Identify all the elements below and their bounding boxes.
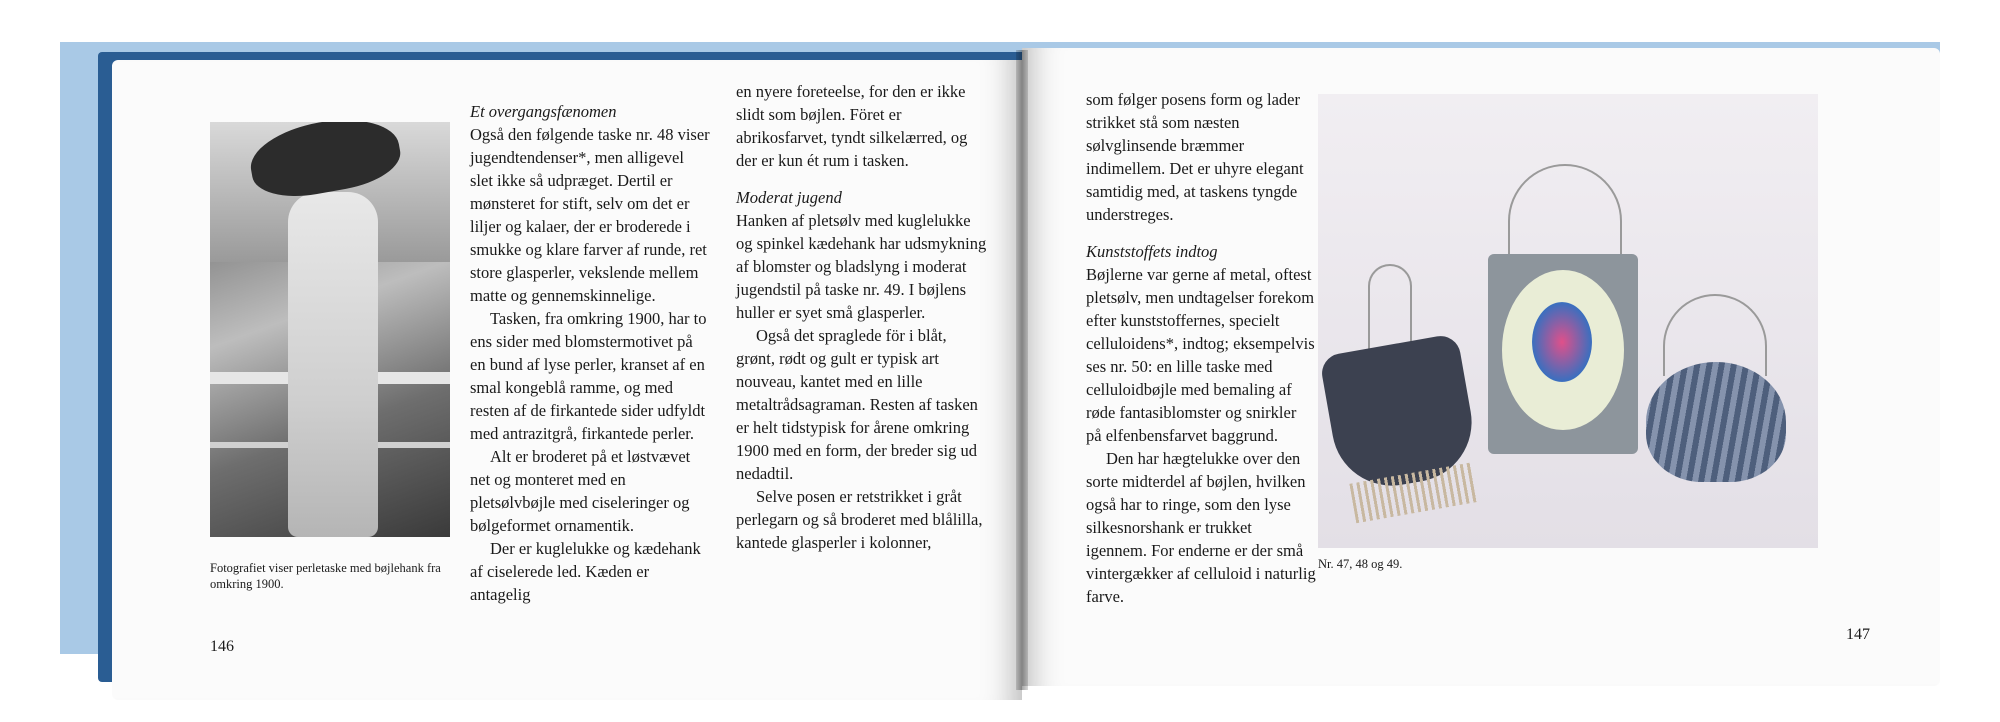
section-heading: Kunststoffets indtog — [1086, 242, 1218, 261]
beaded-bags-photo — [1318, 94, 1818, 548]
paragraph: som følger posens form og lader strikket stå som næsten sølvglinsende bræmmer indimellem. Det er uhyre elegant samtidig med, at taskens tyngde understreges. — [1086, 90, 1304, 224]
paragraph: Tasken, fra omkring 1900, har to ens sider med blomstermotivet på en bund af lyse perler, kranset af en smal kongeblå ramme, og med resten af de firkantede sider udfyldt med antrazitgrå, firkantede perler. — [470, 309, 707, 443]
beaded-bag-blue — [1646, 362, 1786, 482]
paragraph: Også den følgende taske nr. 48 viser jugendtendenser*, men alligevel slet ikke så udpræget. Dertil er mønsteret for stift, selv om det er liljer og kalaer, der er broderede i smukke og klare farver af runde, ret store glasperler, vekslende mellem matte og gennemskinnelige. — [470, 125, 710, 305]
text-column-1 — [470, 100, 710, 606]
text-column-3 — [1086, 88, 1316, 608]
paragraph: Hanken af pletsølv med kuglelukke og spinkel kædehank har udsmykning af blomster og bladslyng i moderat jugendstil på taske nr. 49. I bøjlens huller er syet små glasperler. — [736, 211, 987, 322]
photo-caption-right: Nr. 47, 48 og 49. — [1318, 557, 1403, 571]
paragraph: Alt er broderet på et løstvævet net og monteret med en pletsølvbøjle med ciseleringer og bølgeformet ornamentik. — [470, 447, 691, 535]
paragraph: Den har hægtelukke over den sorte midterdel af bøjlen, hvilken også har to ringe, som den lyse silkesnorshank er trukket igennem. For enderne er der små vintergækker af celluloid i naturlig farve. — [1086, 449, 1316, 606]
paragraph: Selve posen er retstrikket i gråt perlegarn og så broderet med blålilla, kantede glasperler i kolonner, — [736, 487, 983, 552]
paragraph: Der er kuglelukke og kædehank af ciselerede led. Kæden er antagelig — [470, 539, 701, 604]
section-heading: Moderat jugend — [736, 188, 842, 207]
photo-caption-left: Fotografiet viser perletaske med bøjlehank fra omkring 1900. — [210, 561, 441, 591]
text-column-2 — [736, 80, 988, 554]
beaded-bag-floral — [1488, 254, 1638, 454]
beaded-bag-dark — [1319, 333, 1481, 495]
paragraph: Også det spraglede för i blåt, grønt, rødt og gult er typisk art nouveau, kantet med en lille metaltrådsagraman. Resten af tasken er helt tidstypisk for årene omkring 1900 med en form, der breder sig ud nedadtil. — [736, 326, 978, 483]
woman-photo — [210, 122, 450, 537]
paragraph: en nyere foreteelse, for den er ikke slidt som bøjlen. Föret er abrikosfarvet, tyndt silkelærred, og der er kun ét rum i tasken. — [736, 82, 968, 170]
page-number-right: 147 — [1846, 626, 1870, 643]
book-gutter — [1016, 50, 1028, 690]
right-page — [1022, 48, 1940, 686]
left-page — [112, 60, 1022, 700]
section-heading: Et overgangsfænomen — [470, 102, 617, 121]
paragraph: Bøjlerne var gerne af metal, oftest pletsølv, men undtagelser forekom efter kunststoffernes, specielt celluloidens*, indtog; eksempelvis ses nr. 50: en lille taske med celluloidbøjle med bemaling af røde fantasiblomster og snirkler på elfenbensfarvet baggrund. — [1086, 265, 1315, 445]
page-number-left: 146 — [210, 638, 234, 655]
